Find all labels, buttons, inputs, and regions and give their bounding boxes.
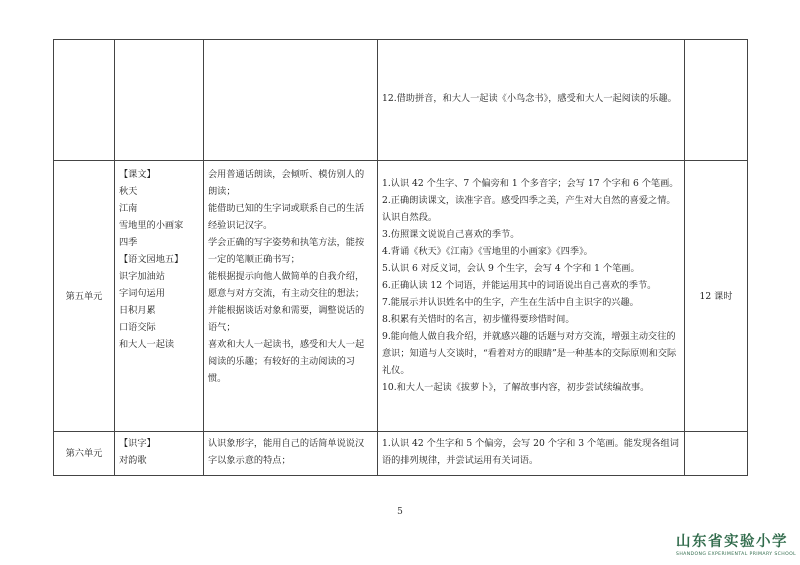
table-row [54,161,748,432]
hours-cell [685,40,748,161]
goals-cell [378,161,685,432]
table-row [54,432,748,476]
unit-cell [54,40,115,161]
content-item: 对韵歌 [119,455,147,466]
school-logo [676,533,796,563]
school-logo-name: 山东省实验小学 [676,534,788,550]
content-item: 口语交际 [119,322,156,333]
content-item: 雪地里的小画家 [119,220,184,231]
goal-item: 10.和大人一起读《拔萝卜》，了解故事内容，初步尝试续编故事。 [382,382,650,393]
standard-item: 能根据提示向他人做简单的自我介绍，愿意与对方交流，有主动交往的想法；并能根据谈话对象和需要，调整说话的语气； [208,271,365,333]
standard-item: 学会正确的写字姿势和执笔方法，能按一定的笔顺正确书写； [208,237,365,265]
goals-cell [378,40,685,161]
standard-item: 喜欢和大人一起读书，感受和大人一起阅读的乐趣；有较好的主动阅读的习惯。 [208,339,365,384]
goal-item: 8.积累有关惜时的名言，初步懂得要珍惜时间。 [382,314,575,325]
goal-item: 1.认识 42 个生字和 5 个偏旁，会写 20 个字和 3 个笔画。能发现各组词语的排列规律，并尝试运用有关词语。 [382,438,679,466]
goal-item: 1.认识 42 个生字、7 个偏旁和 1 个多音字；会写 17 个字和 6 个笔画。 [382,178,679,189]
goals-cell [378,432,685,476]
goal-item: 6.正确认读 12 个词语，并能运用其中的词语说出自己喜欢的季节。 [382,280,657,291]
goal-item: 5.认识 6 对反义词，会认 9 个生字，会写 4 个字和 1 个笔画。 [382,263,640,274]
content-item: 和大人一起读 [119,339,175,350]
content-cell [115,40,204,161]
content-item: 秋天 [119,186,138,197]
unit-cell: 第五单元 [54,161,115,432]
content-item: 江南 [119,203,138,214]
content-item: 四季 [119,237,138,248]
content-item: 日积月累 [119,305,156,316]
standards-cell [204,40,378,161]
content-item: 识字加油站 [119,271,165,282]
content-cell [115,161,204,432]
school-logo-subtitle: SHANDONG EXPERIMENTAL PRIMARY SCHOOL [676,552,797,557]
goal-item: 3.仿照课文说说自己喜欢的季节。 [382,229,520,240]
goal-item: 12.借助拼音，和大人一起读《小鸟念书》，感受和大人一起阅读的乐趣。 [382,93,677,104]
table-row [54,40,748,161]
content-item: 【语文园地五】 [119,254,184,265]
goal-item: 2.正确朗读课文，读准字音。感受四季之美，产生对大自然的喜爱之情。认识自然段。 [382,195,676,223]
page-number: 5 [397,507,403,517]
unit-cell: 第六单元 [54,432,115,476]
standard-item: 会用普通话朗读，会倾听、模仿别人的朗读； [208,169,365,197]
goal-item: 7.能展示并认识姓名中的生字，产生在生活中自主识字的兴趣。 [382,297,639,308]
standard-item: 能借助已知的生字词或联系自己的生活经验识记汉字。 [208,203,365,231]
hours-cell [685,432,748,476]
goal-item: 9.能向他人做自我介绍，并就感兴趣的话题与对方交流，增强主动交往的意识；知道与人交谈时，“看着对方的眼睛”是一种基本的交际原则和交际礼仪。 [382,331,677,376]
curriculum-table [53,39,748,476]
content-item: 【课文】 [119,169,156,180]
content-cell [115,432,204,476]
standards-cell [204,432,378,476]
content-item: 字词句运用 [119,288,165,299]
standards-cell [204,161,378,432]
hours-cell: 12 课时 [685,161,748,432]
content-item: 【识字】 [119,438,156,449]
standard-item: 认识象形字，能用自己的话简单说说汉字以象示意的特点； [208,438,365,466]
goal-item: 4.背诵《秋天》《江南》《雪地里的小画家》《四季》。 [382,246,593,257]
